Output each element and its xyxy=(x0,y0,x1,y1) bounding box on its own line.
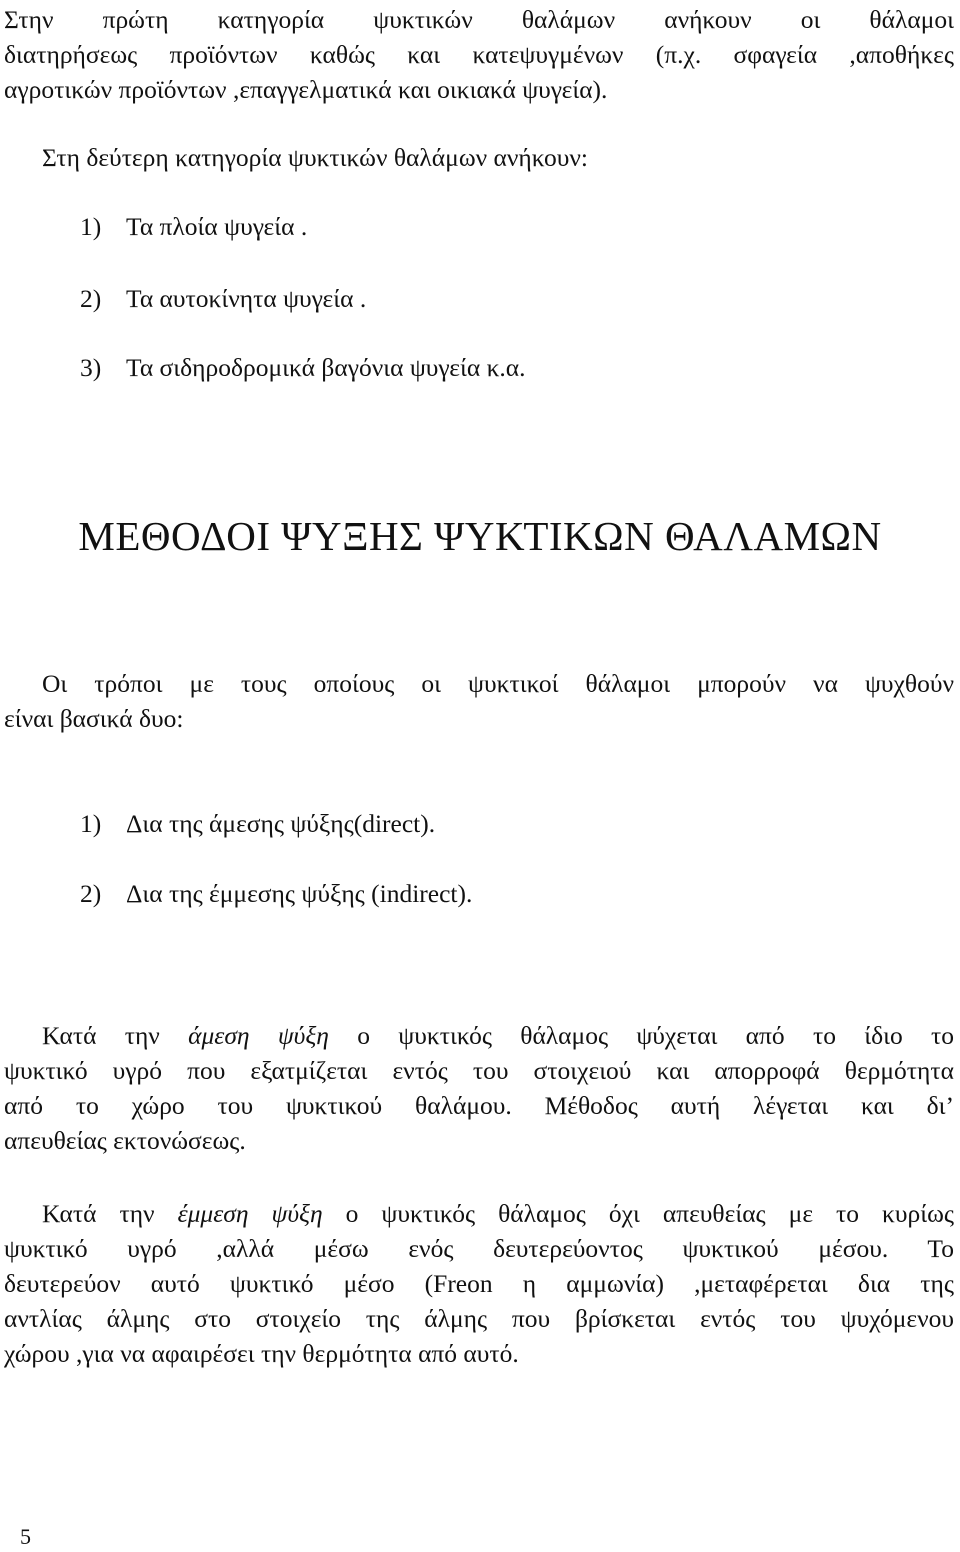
list-number: 2) xyxy=(80,879,102,908)
list-item xyxy=(80,806,435,841)
list-number: 3) xyxy=(80,353,102,382)
list-item xyxy=(80,281,366,316)
text-fragment: Κατά την xyxy=(42,1199,178,1228)
text-line: από το χώρο του ψυκτικού θαλάμου. Μέθοδος αυτή λέγεται και δι’ xyxy=(4,1091,954,1120)
text-line: Οι τρόποι με τους οποίους οι ψυκτικοί θάλαμοι μπορούν να ψυχθούν xyxy=(42,669,954,698)
second-category-intro: Στη δεύτερη κατηγορία ψυκτικών θαλάμων ανήκουν: xyxy=(42,143,589,172)
emphasis-term: έμμεση ψύξη xyxy=(177,1199,323,1228)
text-line: ψυκτικό υγρό που εξατμίζεται εντός του στοιχειού και απορροφά θερμότητα xyxy=(4,1056,954,1085)
text-line: δευτερεύον αυτό ψυκτικό μέσο (Freon η αμμωνία) ,μεταφέρεται δια της xyxy=(4,1269,954,1298)
list-text: Τα αυτοκίνητα ψυγεία . xyxy=(126,284,367,313)
methods-paragraph xyxy=(4,666,954,736)
text-fragment: Κατά την xyxy=(42,1021,189,1050)
list-number: 2) xyxy=(80,284,102,313)
text-line: ψυκτικό υγρό ,αλλά μέσω ενός δευτερεύοντος ψυκτικού μέσου. Το xyxy=(4,1234,954,1263)
first-category-paragraph xyxy=(4,2,954,107)
direct-cooling-paragraph xyxy=(4,1018,954,1158)
text-line: αγροτικών προϊόντων ,επαγγελματικά και οικιακά ψυγεία). xyxy=(4,75,608,104)
list-number: 1) xyxy=(80,809,102,838)
text-fragment: ο ψυκτικός θάλαμος όχι απευθείας με το κυρίως xyxy=(322,1199,954,1228)
text-line: Στην πρώτη κατηγορία ψυκτικών θαλάμων ανήκουν οι θάλαμοι xyxy=(4,5,954,34)
emphasis-term: άμεση ψύξη xyxy=(188,1021,329,1050)
list-text: Δια της έμμεσης ψύξης (indirect). xyxy=(126,879,473,908)
list-text: Τα πλοία ψυγεία . xyxy=(126,212,308,241)
page-number: 5 xyxy=(20,1524,31,1549)
text-line xyxy=(4,1018,954,1053)
list-item xyxy=(80,350,526,385)
list-text: Δια της άμεσης ψύξης(direct). xyxy=(126,809,436,838)
text-line: αντλίας άλμης στο στοιχείο της άλμης που βρίσκεται εντός του ψυχόμενου xyxy=(4,1304,954,1333)
text-line: χώρου ,για να αφαιρέσει την θερμότητα από αυτό. xyxy=(4,1339,519,1368)
text-line: απευθείας εκτονώσεως. xyxy=(4,1126,246,1155)
list-text: Τα σιδηροδρομικά βαγόνια ψυγεία κ.α. xyxy=(126,353,526,382)
text-line: διατηρήσεως προϊόντων καθώς και κατεψυγμένων (π.χ. σφαγεία ,αποθήκες xyxy=(4,40,954,69)
indirect-cooling-paragraph xyxy=(4,1196,954,1371)
text-line: είναι βασικά δυο: xyxy=(4,704,184,733)
list-item xyxy=(80,209,307,244)
text-line xyxy=(4,1196,954,1231)
list-item xyxy=(80,876,472,911)
list-number: 1) xyxy=(80,212,102,241)
text-fragment: ο ψυκτικός θάλαμος ψύχεται από το ίδιο το xyxy=(328,1021,954,1050)
section-heading: ΜΕΘΟΔΟΙ ΨΥΞΗΣ ΨΥΚΤΙΚΩΝ ΘΑΛΑΜΩΝ xyxy=(78,513,882,559)
